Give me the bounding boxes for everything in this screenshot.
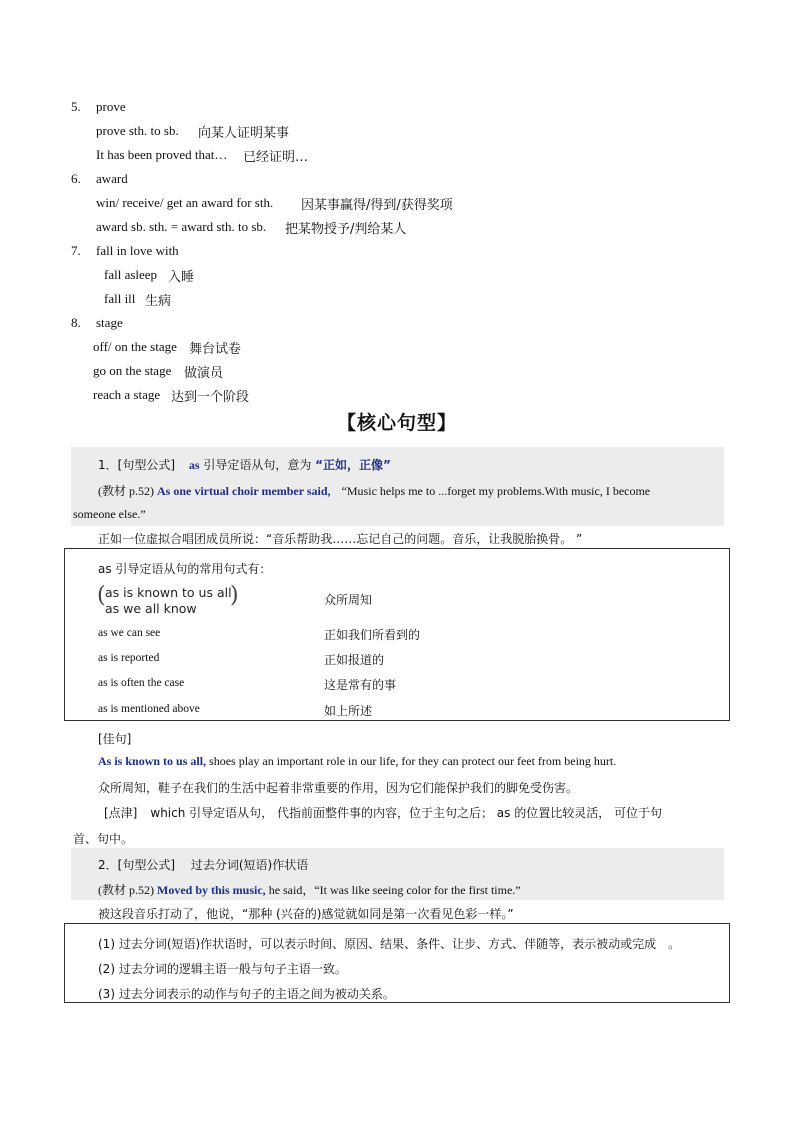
tip-label: [点津] bbox=[104, 806, 138, 820]
vocab-phrase: fall asleep bbox=[104, 267, 158, 282]
brace-item: as we all know bbox=[105, 601, 197, 616]
pattern-header bbox=[98, 856, 308, 873]
left-paren: ( bbox=[97, 583, 106, 608]
note-item: (2) 过去分词的逻辑主语一般与句子主语一致。 bbox=[98, 962, 347, 976]
tip-text: which 引导定语从句， 代指前面整件事的内容，位于主句之后； as 的位置比较灵活， 可位于句 bbox=[150, 806, 663, 820]
example-quote: “Music helps me to ...forget my problems.With music, I become bbox=[341, 484, 651, 498]
vocab-phrase: award sb. sth. = award sth. to sb. bbox=[96, 219, 267, 234]
vocab-word: stage bbox=[96, 315, 123, 330]
table-row-zh: 这是常有的事 bbox=[324, 678, 397, 692]
vocab-meaning: 舞台试卷 bbox=[189, 342, 242, 357]
vocab-meaning: 做演员 bbox=[184, 366, 224, 381]
vocab-meaning: 达到一个阶段 bbox=[171, 390, 250, 405]
note-item: (1) 过去分词(短语)作状语时，可以表示时间、原因、结果、条件、让步、方式、伴随等，表示被动或完成 。 bbox=[98, 937, 681, 951]
example-bold: As is known to us all, bbox=[98, 754, 207, 768]
pattern-keyword: as bbox=[188, 458, 200, 472]
example-bold: As one virtual choir member said, bbox=[157, 484, 331, 498]
example-label: [佳句] bbox=[98, 732, 132, 746]
vocab-meaning: 把某物授予/判给某人 bbox=[285, 222, 407, 237]
vocab-phrase: It has been proved that… bbox=[96, 147, 228, 162]
textbook-example-line2: someone else.” bbox=[73, 507, 146, 521]
vocab-number: 6. bbox=[71, 171, 81, 186]
example-translation: 被这段音乐打动了，他说，“那种 (兴奋的)感觉就如同是第一次看见色彩一样。” bbox=[98, 907, 514, 921]
table-row-en: as is reported bbox=[98, 652, 160, 664]
pattern-desc: 引导定语从句，意为 bbox=[203, 458, 312, 472]
textbook-source: (教材 p.52) bbox=[98, 883, 154, 897]
box-title: as 引导定语从句的常用句式有： bbox=[98, 562, 272, 576]
table-row-en: as is often the case bbox=[98, 677, 185, 689]
vocab-meaning: 已经证明… bbox=[243, 150, 309, 165]
example-zh: 众所周知，鞋子在我们的生活中起着非常重要的作用，因为它们能保护我们的脚免受伤害。 bbox=[98, 781, 579, 795]
vocab-meaning: 入睡 bbox=[168, 270, 195, 285]
section-title: 【核心句型】 bbox=[336, 412, 457, 434]
pattern-meaning: “正如，正像” bbox=[315, 458, 391, 472]
right-paren: ) bbox=[230, 583, 239, 608]
pattern-header bbox=[98, 456, 391, 473]
brace-item: as is known to us all bbox=[105, 585, 232, 600]
vocab-word: prove bbox=[96, 99, 126, 114]
brace-meaning: 众所周知 bbox=[324, 593, 373, 607]
example-rest: he said，“It was like seeing color for the first time.” bbox=[268, 883, 521, 897]
vocab-number: 7. bbox=[71, 243, 81, 258]
table-row-zh: 如上所述 bbox=[324, 704, 373, 718]
pattern-label: 2．[句型公式] bbox=[98, 858, 175, 872]
table-row-zh: 正如报道的 bbox=[324, 653, 385, 667]
table-row-zh: 正如我们所看到的 bbox=[324, 628, 421, 642]
pattern-desc: 过去分词(短语)作状语 bbox=[190, 858, 309, 872]
vocab-phrase: win/ receive/ get an award for sth. bbox=[96, 195, 274, 210]
textbook-source: (教材 p.52) bbox=[98, 484, 154, 498]
vocab-number: 5. bbox=[71, 99, 81, 114]
vocab-meaning: 生病 bbox=[145, 294, 172, 309]
tip-line1 bbox=[104, 804, 662, 821]
vocab-word: fall in love with bbox=[96, 243, 179, 258]
vocab-number: 8. bbox=[71, 315, 81, 330]
textbook-example-line1 bbox=[98, 881, 521, 898]
example-rest: shoes play an important role in our life, for they can protect our feet from being hurt. bbox=[209, 754, 617, 768]
vocab-meaning: 向某人证明某事 bbox=[198, 126, 290, 141]
vocab-word: award bbox=[96, 171, 128, 186]
note-item: (3) 过去分词表示的动作与句子的主语之间为被动关系。 bbox=[98, 987, 395, 1001]
vocab-phrase: prove sth. to sb. bbox=[96, 123, 179, 138]
textbook-example-line1 bbox=[98, 482, 650, 499]
pattern-label: 1．[句型公式] bbox=[98, 458, 175, 472]
example-bold: Moved by this music, bbox=[157, 883, 266, 897]
table-row-en: as we can see bbox=[98, 627, 161, 639]
table-row-en: as is mentioned above bbox=[98, 703, 200, 715]
example-translation: 正如一位虚拟合唱团成员所说：“音乐帮助我……忘记自己的问题。音乐，让我脱胎换骨。 ” bbox=[98, 532, 583, 546]
example-sentence bbox=[98, 754, 616, 769]
vocab-phrase: off/ on the stage bbox=[93, 339, 177, 354]
vocab-phrase: reach a stage bbox=[93, 387, 161, 402]
vocab-phrase: fall ill bbox=[104, 291, 136, 306]
vocab-meaning: 因某事赢得/得到/获得奖项 bbox=[301, 198, 453, 213]
vocab-phrase: go on the stage bbox=[93, 363, 172, 378]
tip-line2: 首、句中。 bbox=[73, 832, 134, 846]
